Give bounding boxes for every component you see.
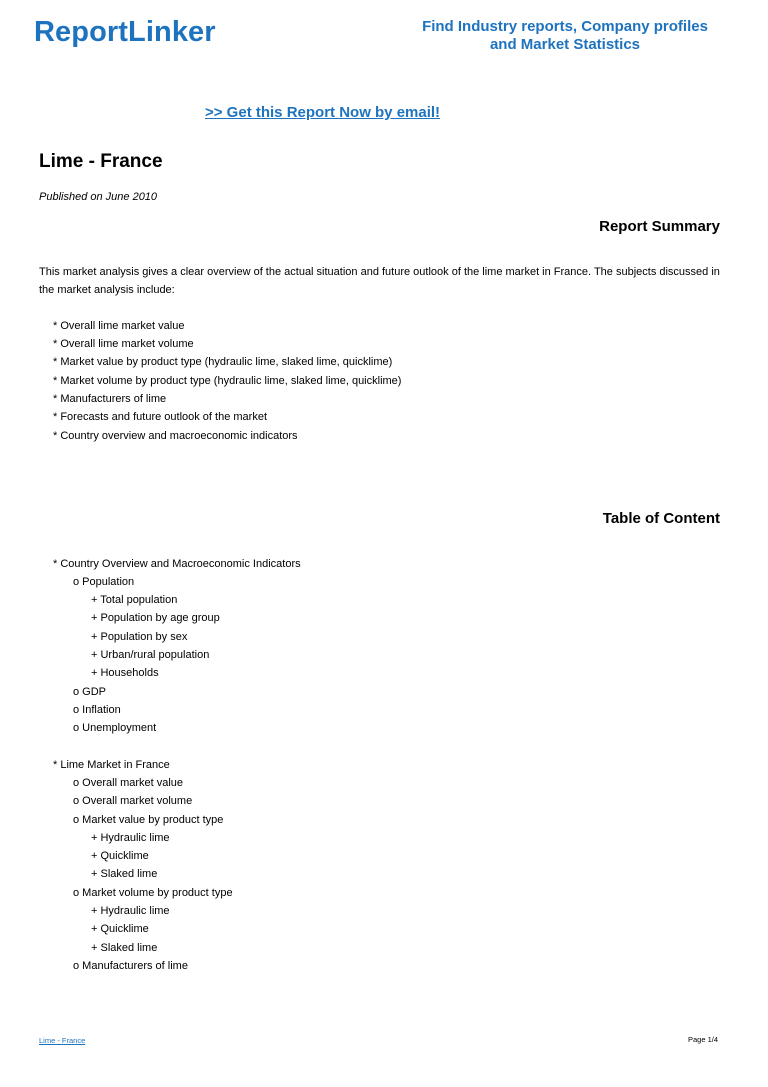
toc-item: o Inflation [73, 704, 121, 716]
toc-item: o Overall market volume [73, 795, 193, 807]
summary-item: * Country overview and macroeconomic indicators [53, 430, 298, 442]
toc-item: o Population [73, 576, 135, 588]
tagline-line-1: Find Industry reports, Company profiles [422, 18, 708, 35]
toc-item: + Urban/rural population [91, 649, 210, 661]
toc-item: + Hydraulic lime [91, 905, 170, 917]
toc-item: o Overall market value [73, 777, 184, 789]
report-summary-heading: Report Summary [599, 218, 720, 235]
toc-item: + Slaked lime [91, 942, 158, 954]
footer-report-link[interactable]: Lime - France [39, 1036, 86, 1045]
page-number: Page 1/4 [687, 1035, 718, 1044]
toc-item: + Hydraulic lime [91, 832, 170, 844]
toc-item: + Slaked lime [91, 868, 158, 880]
toc-item: * Country Overview and Macroeconomic Indicators [53, 558, 301, 570]
summary-intro: This market analysis gives a clear overview of the actual situation and future outlook of the lime market in France. The subjects discussed in the market analysis include: [39, 266, 720, 296]
toc-item: + Total population [91, 594, 178, 606]
toc-item: + Quicklime [91, 850, 149, 862]
toc-item: o Market volume by product type [73, 887, 233, 899]
get-report-email-link[interactable]: >> Get this Report Now by email! [205, 104, 441, 121]
toc-item: * Lime Market in France [53, 759, 170, 771]
toc-item: + Population by age group [91, 612, 220, 624]
summary-item: * Manufacturers of lime [53, 393, 167, 405]
report-title: Lime - France [39, 151, 163, 172]
toc-item: o GDP [73, 686, 107, 698]
toc-item: + Population by sex [91, 631, 188, 643]
toc-item: o Manufacturers of lime [73, 960, 188, 972]
summary-item: * Market volume by product type (hydraulic lime, slaked lime, quicklime) [53, 375, 402, 387]
table-of-content-heading: Table of Content [602, 510, 720, 527]
reportlinker-logo[interactable]: ReportLinker [34, 16, 216, 48]
summary-item: * Market value by product type (hydraulic lime, slaked lime, quicklime) [53, 356, 393, 368]
toc-item: + Quicklime [91, 923, 149, 935]
tagline [400, 18, 730, 54]
toc-item: o Unemployment [73, 722, 157, 734]
tagline-line-2: and Market Statistics [489, 36, 641, 53]
summary-item: * Overall lime market value [53, 320, 185, 332]
summary-item: * Forecasts and future outlook of the market [53, 411, 268, 423]
toc-item: + Households [91, 667, 159, 679]
summary-item: * Overall lime market volume [53, 338, 194, 350]
published-date: Published on June 2010 [39, 191, 158, 203]
toc-item: o Market value by product type [73, 814, 224, 826]
